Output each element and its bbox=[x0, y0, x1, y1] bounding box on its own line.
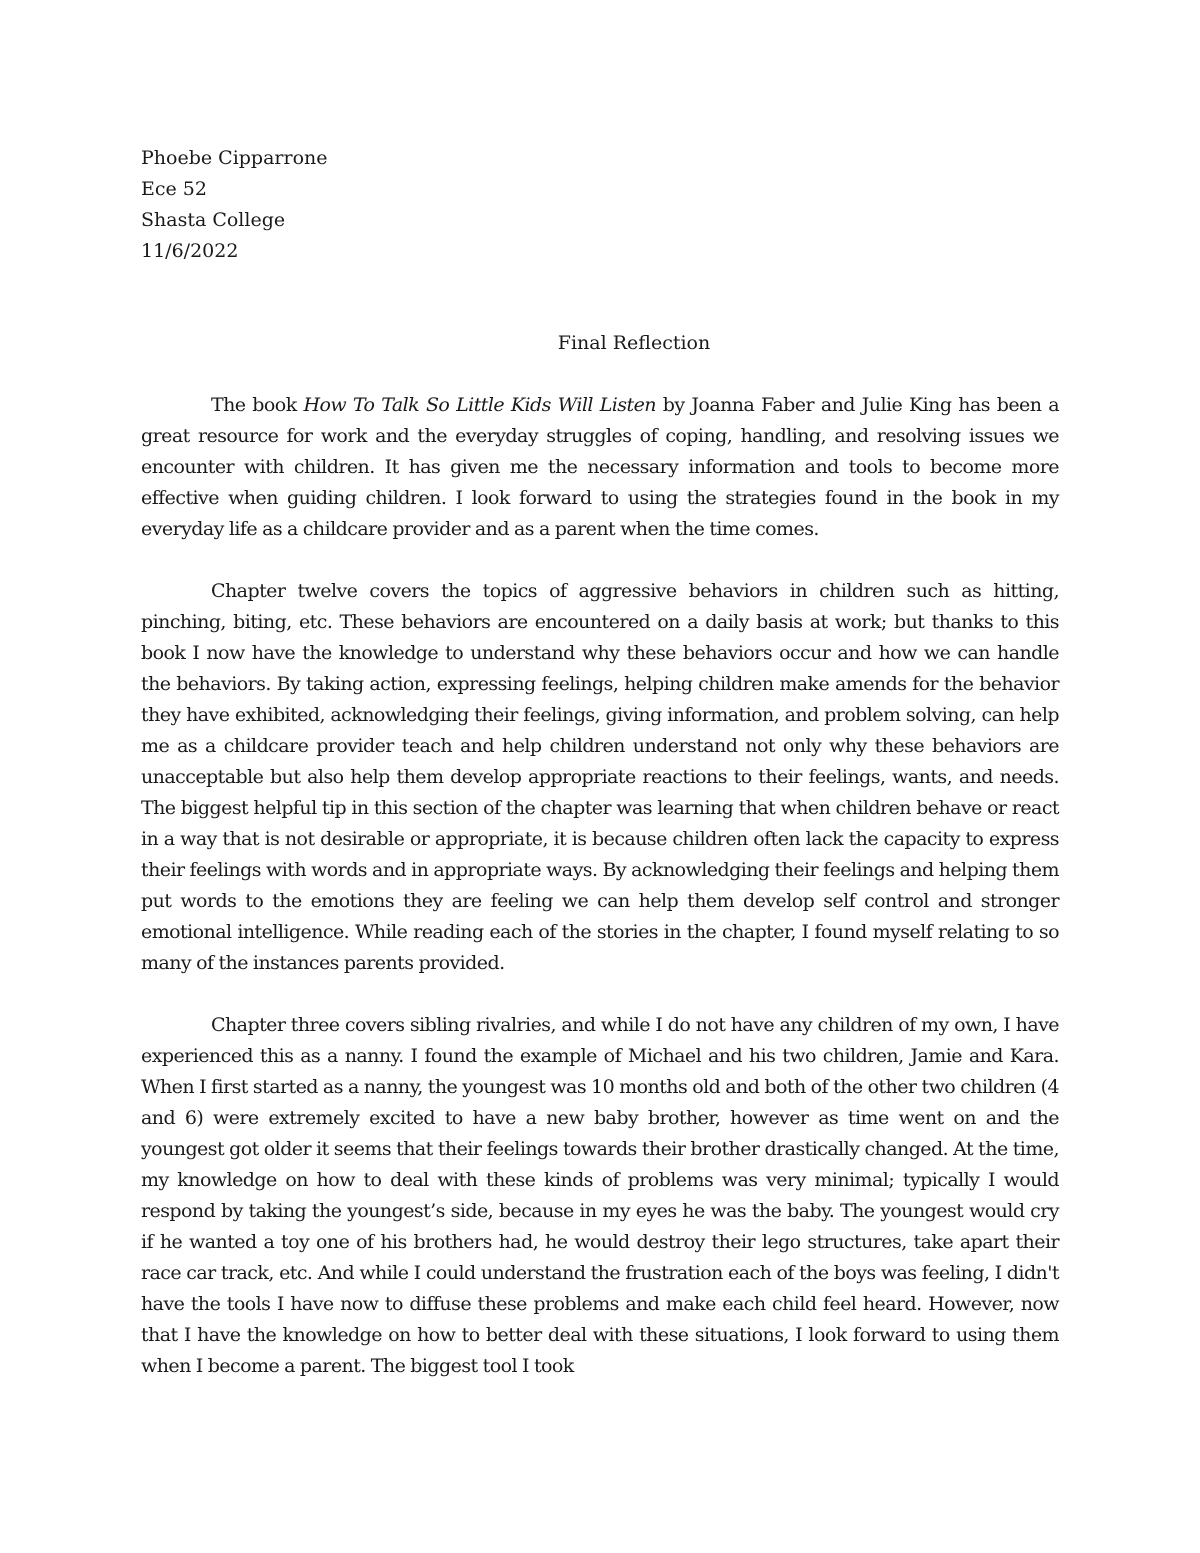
paragraph-intro bbox=[141, 390, 1059, 545]
document-body bbox=[141, 390, 1059, 1413]
school-name: Shasta College bbox=[141, 209, 286, 231]
document-title: Final Reflection bbox=[557, 332, 711, 354]
book-title: How To Talk So Little Kids Will Listen bbox=[303, 394, 656, 416]
intro-text-start: The book bbox=[211, 394, 304, 416]
document-date: 11/6/2022 bbox=[141, 240, 239, 262]
intro-text-end: by Joanna Faber and Julie King has been a great resource for work and the everyday struggles of coping, handling, and resolving issues we encounter with children. It has given me the necessary information and tools to become more effective when guiding children. I look forward to using the strategies found in the book in my everyday life as a childcare provider and as a parent when the time comes. bbox=[141, 394, 1060, 540]
author-header bbox=[141, 143, 328, 267]
course-name: Ece 52 bbox=[141, 178, 207, 200]
paragraph-chapter-twelve: Chapter twelve covers the topics of aggressive behaviors in children such as hitting, pinching, biting, etc. These behaviors are encountered on a daily basis at work; but thanks to this book I now have the knowledge to understand why these behaviors occur and how we can handle the behaviors. By taking action, expressing feelings, helping children make amends for the behavior they have exhibited, acknowledging their feelings, giving information, and problem solving, can help me as a childcare provider teach and help children understand not only why these behaviors are unacceptable but also help them develop appropriate reactions to their feelings, wants, and needs. The biggest helpful tip in this section of the chapter was learning that when children behave or react in a way that is not desirable or appropriate, it is because children often lack the capacity to express their feelings with words and in appropriate ways. By acknowledging their feelings and helping them put words to the emotions they are feeling we can help them develop self control and stronger emotional intelligence. While reading each of the stories in the chapter, I found myself relating to so many of the instances parents provided. bbox=[141, 580, 1059, 974]
author-name: Phoebe Cipparrone bbox=[141, 147, 328, 169]
paragraph-chapter-three: Chapter three covers sibling rivalries, and while I do not have any children of my own, I have experienced this as a nanny. I found the example of Michael and his two children, Jamie and Kara. When I first started as a nanny, the youngest was 10 months old and both of the other two children (4 and 6) were extremely excited to have a new baby brother, however as time went on and the youngest got older it seems that their feelings towards their brother drastically changed. At the time, my knowledge on how to deal with these kinds of problems was very minimal; typically I would respond by taking the youngest’s side, because in my eyes he was the baby. The youngest would cry if he wanted a toy one of his brothers had, he would destroy their lego structures, take apart their race car track, etc. And while I could understand the frustration each of the boys was feeling, I didn't have the tools I have now to diffuse these problems and make each child feel heard. However, now that I have the knowledge on how to better deal with these situations, I look forward to using them when I become a parent. The biggest tool I took bbox=[141, 1014, 1059, 1377]
